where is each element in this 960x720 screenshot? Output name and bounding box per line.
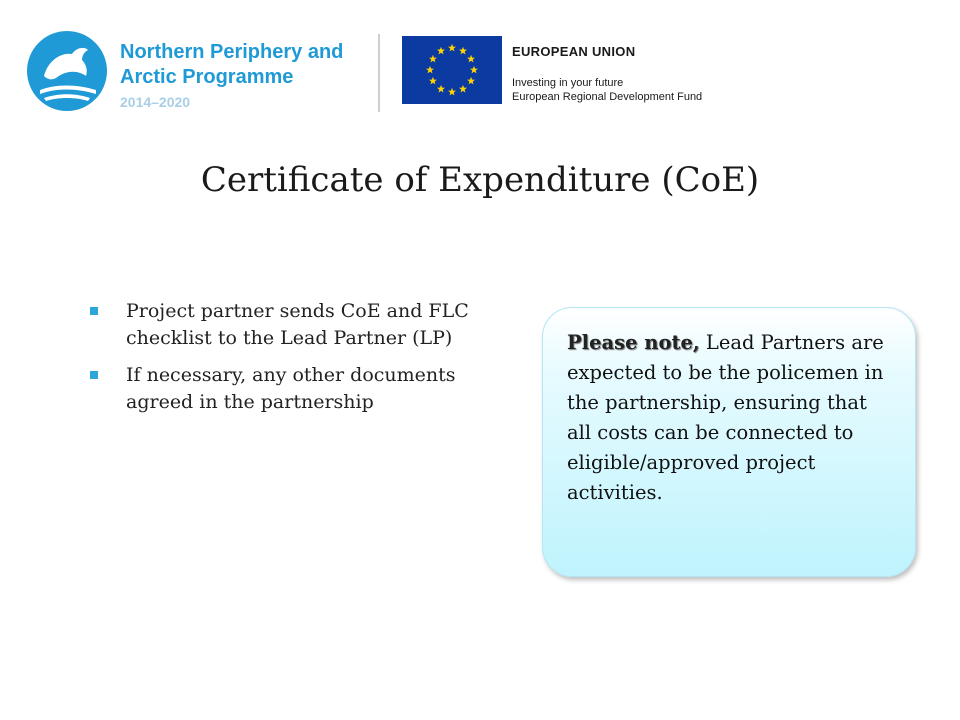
npa-logo-line1: Northern Periphery and	[120, 41, 344, 63]
dove-icon	[26, 30, 108, 112]
note-body: Lead Partners are expected to be the policemen in the partnership, ensuring that all costs can be connected to eligible/approved project activities.	[567, 331, 884, 504]
bullet-text: If necessary, any other documents agreed in the partnership	[126, 364, 456, 413]
eu-title: EUROPEAN UNION	[512, 44, 636, 59]
slide-title: Certificate of Expenditure (CoE)	[200, 160, 760, 200]
slide-header	[0, 0, 960, 130]
square-bullet-icon	[90, 371, 98, 379]
note-lead: Please note,	[567, 331, 700, 354]
eu-subtitle-2: European Regional Development Fund	[512, 91, 703, 103]
eu-logo-text	[512, 44, 702, 104]
bullet-item	[90, 362, 490, 416]
eu-subtitle-1: Investing in your future	[512, 77, 624, 89]
npa-logo	[26, 30, 366, 114]
npa-logo-line2: Arctic Programme	[120, 66, 294, 88]
note-text	[567, 328, 891, 508]
header-divider	[378, 34, 380, 112]
npa-logo-text	[120, 40, 343, 112]
npa-logo-years: 2014–2020	[120, 94, 191, 110]
square-bullet-icon	[90, 307, 98, 315]
eu-flag-icon	[402, 36, 502, 104]
bullet-item	[90, 298, 490, 352]
bullet-text: Project partner sends CoE and FLC checklist to the Lead Partner (LP)	[126, 300, 469, 349]
note-callout	[542, 307, 916, 577]
bullet-list	[90, 298, 490, 426]
